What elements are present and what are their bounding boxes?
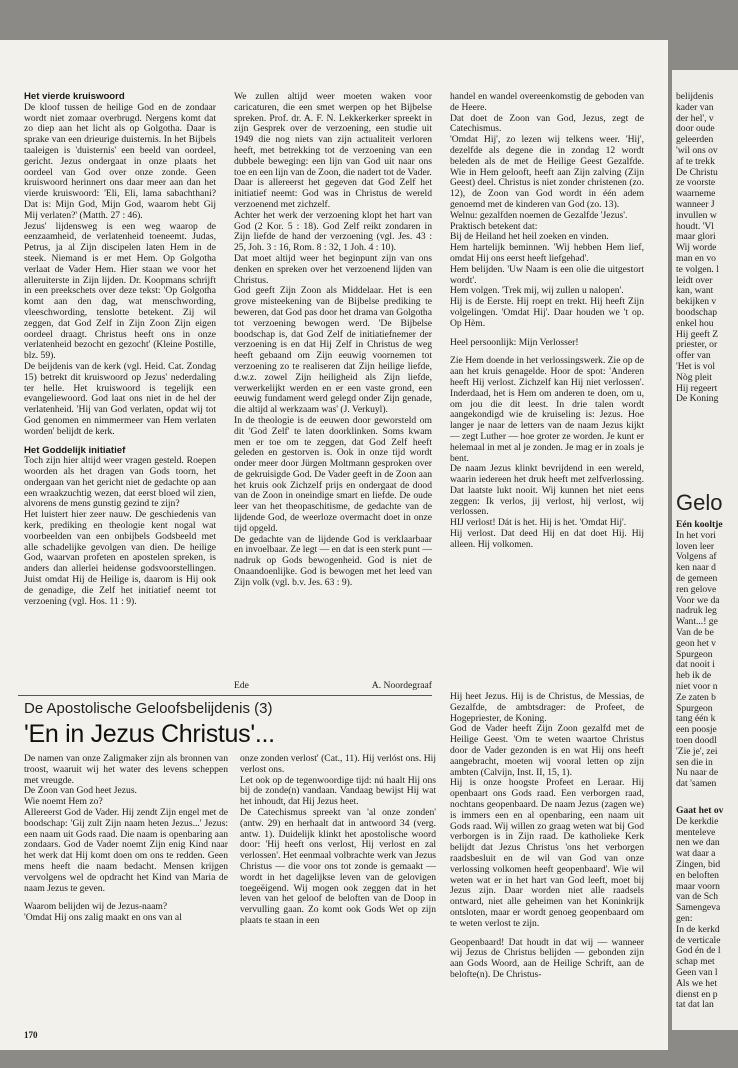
article2-column-3 [450,692,644,981]
line: der hel', v [676,112,714,124]
line: ze voorste [676,177,716,189]
paragraph: Zie Hem doende in het verlossingswerk. Zie op de aan het kruis genagelde. Hoor de spot: 'Anderen heeft Hij verlost. Zichzelf kan Hij niet verlossen'. Inderdaad, het is Hem om anderen te doen, om u, om jou die dit leest. In drie talen wordt aangekondigd wie de kruiseling is: Jezus. Hoe langer je naar de letters van de naam Jezus kijkt — zegt Luther — hoe groter ze worden. Je kunt er helemaal in met al je zonden. Je mag er in zoals je bent. [450,355,644,464]
article2-column-1 [24,754,228,924]
line: boodschap [676,306,718,318]
line: God én de l [676,945,721,957]
line: 'Het is vol [676,360,716,372]
line: 'Zie je', zei [676,745,718,757]
paragraph: Dat doet de Zoon van God, Jezus, zegt de Catechismus. [450,112,644,135]
next-page-lines-top [676,92,738,405]
article1-column-1 [24,92,216,607]
paragraph: Bij de Heiland het heil zoeken en vinden. [450,231,609,243]
paragraph: Wie noemt Hem zo? [24,796,103,808]
line: sen die in [676,756,713,768]
line: loven leer [676,540,715,552]
page-number: 170 [24,1030,38,1040]
line: menteleve [676,826,716,838]
line: 'wil ons ov [676,144,718,156]
paragraph: handel en wandel overeenkomstig de geboden van de Heere. [450,91,644,113]
paragraph: Hij is de Eerste. Hij roept en trekt. Hij heeft Zijn volgelingen. 'Omdat Hij'. Daar houden we 't op. Op Hèm. [450,296,644,329]
line: ken naar d [676,562,716,574]
line: wanneer J [676,198,715,210]
paragraph: De naam Jezus klinkt bevrijdend in een wereld, waarin iedereen het druk heeft met zelfverlossing. Dat laatste lukt nooit. Wij kunnen het niet eens zeggen: Ik verlos, jij verlost, hij verlost, wij verlossen. [450,463,644,518]
line: tang één k [676,713,716,725]
line: Samengeva [676,902,721,914]
next-page-fragment [672,70,738,1030]
line: nen we dan [676,837,720,849]
paragraph: De Zoon van God heet Jezus. [24,785,137,797]
signature-author: A. Noordegraaf [371,680,432,691]
paragraph: Geopenbaard! Dat houdt in dat wij — wanneer wij Jezus de Christus belijden — gebonden zijn aan Gods Woord, aan de Heilige Schrift, aan de belofte(n). De Christus- [450,936,644,980]
line: In het vori [676,529,716,541]
line: offer van [676,350,711,362]
line: houdt. 'Vl [676,220,714,232]
line: wat daar a [676,848,716,860]
line: tat dat lan [676,999,714,1011]
line: geleerden [676,134,714,146]
article-headline: 'En in Jezus Christus'... [24,720,275,748]
paragraph: Waarom belijden wij de Jezus-naam? [24,901,168,913]
line: dat 'samen [676,778,717,790]
paragraph: Jezus' lijdensweg is een weg waarop de eenzaamheid, de verlatenheid toeneemt. Judas, Petrus, ja al Zijn discipelen laten Hem in de steek. Niemand is er met Hem. Op Golgotha verlaat de Vader Hem. Hier staan we voor het alleruiterste in Zijn lijden. Dr. Koopmans schrijft in een preekschets over deze tekst: 'Op Golgotha komt aan den dag, wat menschwording, vleeschwording, tenslotte betekent. Zij wil zeggen, dat God Zelf in Zijn Zoon Zijn eigen oordeel draagt. Christus heeft ons in onze verlatenheid bezocht en gezocht' (Kleine Postille, blz. 59). [24,220,216,362]
divider-rule [18,695,432,696]
line: man en vo [676,252,716,264]
article-column-3 [450,92,644,551]
line: Eén kooltje [676,519,723,530]
signature-place: Ede [234,680,249,691]
line: invullen w [676,209,717,221]
line: De Koning [676,393,719,405]
line: Hij regeert [676,382,718,394]
next-page-headline: Gelo [676,490,723,515]
line: Hij geeft Z [676,328,719,340]
paragraph: We zullen altijd weer moeten waken voor caricaturen, die een smet werpen op het Bijbelse spreken. Prof. dr. A. F. N. Lekkerkerker spreekt in zijn Gesprek over de verzoening, een studie uit 1949 die nog niets van zijn actualiteit verloren heeft, met betrekking tot de verzoening van een dubbele beweging: een lijn van God uit naar ons toe en een lijn van de Zoon, die nadert tot de Vader. [234,91,432,178]
article1-signature [234,680,432,691]
line: af te trekk [676,155,715,167]
line: gen: [676,912,693,924]
subheading-redeemer: Heel persoonlijk: Mijn Verlosser! [450,336,579,348]
magazine-page [0,40,668,1050]
section-heading-fourth-word: Het vierde kruiswoord [24,91,125,102]
line: maar voorn [676,880,720,892]
paragraph: Let ook op de tegenwoordige tijd: nú haalt Hij ons bij de zonde(n) vandaan. Vandaag bewijst Hij wat het inhoudt, dat Hij Jezus heet. [240,774,436,808]
line: enkel hou [676,317,714,329]
paragraph: God de Vader heeft Zijn Zoon gezalfd met de Heilige Geest. 'Om te weten waartoe Christus door de Vader gezonden is en wat Hij ons heeft aangebracht, moeten wij vooral letten op zijn ambten (Calvijn, Inst. II, 15, 1). [450,723,644,778]
paragraph: 'Omdat Hij ons zalig maakt en ons van al [24,912,182,924]
line: niet voor n [676,680,718,692]
line: leidt over [676,274,713,286]
paragraph: De kloof tussen de heilige God en de zondaar wordt niet zomaar overbrugd. Nergens komt dat zo diep aan het licht als op Golgotha. Daar is sprake van een drieurige duisternis. In het Bijbels taaleigen is 'duisternis' een beeld van oordeel, gericht. Jezus ondergaat in onze plaats het oordeel van God over onze zonde. Geen kruiswoord herinnert ons daar meer aan dan het vierde kruiswoord: 'Eli, Eli, lama sabachthani? Dat is: Mijn God, Mijn God, waarom hebt Gij Mij verlaten?' (Matth. 27 : 46). [24,101,216,221]
line: toen doodl [676,734,717,746]
line: belijdenis [676,91,714,102]
paragraph: Toch zijn hier altijd weer vragen gesteld. Roepen woorden als het dragen van Gods toorn, het ondergaan van het gericht niet de gedachte op aan een wraakzuchtig wezen, dat eerst bloed wil zien, alvorens de mens gunstig gezind te zijn? [24,455,216,510]
line: schap met [676,956,715,968]
paragraph: De Catechismus spreekt van 'al onze zonden' (antw. 29) en herhaalt dat in antwoord 34 (verg. antw. 1). Duidelijk klinkt het apostolische woord door: 'Hij heeft ons verlost, Hij verlost en zal verlossen'. Het eenmaal volbrachte werk van Jezus Christus — die voor ons tot zonde is gemaakt — wordt in het dagelijkse leven van de gelovigen toegeëigend. Wij mogen ook zeggen dat in het leven van het geloof de beloften van de Doop in vervulling gaan. Zo komt ook Gods Wet op zijn plaats te staan in een [240,806,436,926]
line: een poosje [676,724,717,736]
line: de gemeen [676,572,718,584]
line: ren gelove [676,583,717,595]
next-page-lines-bottom [676,520,738,790]
line: Van de be [676,626,714,638]
line: De Christu [676,166,718,178]
paragraph: De beijdenis van de kerk (vgl. Heid. Cat. Zondag 15) betrekt dit kruiswoord op Jezus' nederdaling ter helle. Het kruiswoord is tegelijk een evangeliewoord. God laat ons niet in de hel der verlatenheid. 'Hij van God verlaten, opdat wij tot God genomen en nimmermeer van Hem verlaten worden' belijdt de kerk. [24,360,216,437]
section-heading-divine-initiative: Het Goddelijk initiatief [24,444,126,456]
line: en beloften [676,869,719,881]
line: Gaat het ov [676,805,724,816]
paragraph: Daar is allereerst het gegeven dat God Zelf het initiatief neemt: God was in Christus de wereld verzoenend met zichzelf. [234,177,432,210]
line: Als we het [676,977,718,989]
paragraph: Hij heet Jezus. Hij is de Christus, de Messias, de Gezalfde, de ambtsdrager: de Profeet, de Hogepriester, de Koning. [450,691,644,724]
line: Want...! ge [676,616,718,628]
paragraph: onze zonden verlost' (Cat., 11). Hij verlóst ons. Hij verlost ons. [240,753,436,775]
line: Spurgeon [676,648,713,660]
line: Spurgeon [676,702,713,714]
line: In de kerkd [676,923,720,935]
line: Nòg pleit [676,371,712,383]
line: Wij worde [676,242,717,254]
paragraph: 'Omdat Hij', zo lezen wij telkens weer. 'Hij', dezelfde als degene die in zondag 12 wordt beleden als de met de Heilige Geest Gezalfde. Wie in Hem gelooft, heeft aan Zijn zalving (Zijn Geest) deel. Christus is niet zonder christenen (zo. 12), de Zoon van God wordt in één adem genoemd met de kinderen van God (zo. 13). [450,134,644,210]
paragraph: In de theologie is de eeuwen door geworsteld om dit 'God Zelf' te laten doorklinken. Soms kwam men er toe om te zeggen, dat God Zelf heeft geleden en gestorven is. Ook in onze tijd wordt onder meer door Jürgen Moltmann gesproken over de gekruisigde God. De Vader geeft in de Zoon aan het kruis ook Zichzelf prijs en ondergaat de dood van de Zoon in oneindige smart en liefde. De oude leer van het theopaschitisme, de gedachte van de lijdende God, de weerloze overmacht doet in onze tijd opgeld. [234,414,432,534]
line: dat nooit i [676,659,715,671]
paragraph: De namen van onze Zaligmaker zijn als bronnen van troost, waaruit wij het water des levens scheppen met vreugde. [24,753,228,786]
line: kader van [676,101,714,113]
line: bekijken v [676,296,717,308]
line: door oude [676,123,715,135]
paragraph: Allereerst God de Vader. Hij zendt Zijn engel met de boodschap: 'Gij zult Zijn naam heten Jezus...' Jezus: een naam uit Gods raad. Die naam is openbaring aan zondaars. God de Vader noemt Zijn enig Kind naar het werk dat Hij komt doen om ons te redden. Geen mens heeft die naam bedacht. Mensen krijgen vervolgens wel de opdracht het Kind van Maria de naam Jezus te geven. [24,806,228,894]
line: maar glori [676,231,716,243]
paragraph: Hem volgen. 'Trek mij, wij zullen u nalopen'. [450,285,624,297]
paragraph: Hij verlost. Dat deed Hij en dat doet Hij. Hij alleen. Hij volkomen. [450,528,644,550]
line: te volgen. l [676,263,719,275]
paragraph: God geeft Zijn Zoon als Middelaar. Het is een grove misteekening van de Bijbelse prediking te beweren, dat God pas door het drama van Golgotha tot verzoening bewogen werd. 'De Bijbelse boodschap is, dat God Zelf de initiatiefnemer der verzoening is en dat Hij Zelf in Christus de weg heeft gebaand om Zijn eeuwig voornemen tot verzoening zo te realiseren dat Zijn heilige liefde, d.w.z. zowel Zijn heiligheid als Zijn liefde, verwerkelijkt werden en er een vaste grond, een eeuwig fundament werd gelegd onder Zijn genade, die altijd al werkzaam was' (J. Verkuyl). [234,285,432,416]
paragraph: Praktisch betekent dat: [450,220,538,232]
article2-column-2 [240,754,436,927]
paragraph: Hem belijden. 'Uw Naam is een olie die uitgestort wordt'. [450,263,644,286]
line: nadruk leg [676,605,717,617]
line: Volgens af [676,551,717,563]
line: van de Sch [676,891,719,903]
series-title: De Apostolische Geloofsbelijdenis (3) [24,700,273,717]
line: Ze zaten b [676,691,716,703]
paragraph: HIJ verlost! Dát is het. Hij is het. 'Omdat Hij'. [450,517,627,529]
line: priester, or [676,339,718,351]
paragraph: Hij is onze hoogste Profeet en Leraar. Hij openbaart ons Gods raad. Een verborgen raad, nochtans geopenbaard. De naam Jezus (zagen we) is immers een en al openbaring, een naam uit Gods raad. Wij willen zo graag weten wat bij God verborgen is in Zijn raad. De katholieke Kerk belijdt dat Jezus Christus 'ons het verborgen raadsbesluit en de wil van God van onze verlossing volkomen heeft geopenbaard'. Wie wil weten wat er in het hart van God leeft, moet bij Jezus zijn. Daar worden niet alle raadsels ontward, niet alle geheimen van het Koninkrijk ontsloten, maar er wordt genoeg geopenbaard om te weten verlost te zijn. [450,777,644,929]
paragraph: Achter het werk der verzoening klopt het hart van God (2 Kor. 5 : 18). God Zelf reikt zondaren in Zijn liefde de hand der verzoening (vgl. Jes. 43 : 25, Joh. 3 : 16, Rom. 8 : 32, 1 Joh. 4 : 10). [234,209,432,254]
line: kan, want [676,285,714,297]
line: dienst en p [676,988,718,1000]
line: waarneme [676,188,716,200]
paragraph: De gedachte van de lijdende God is verklaarbaar en invoelbaar. Ze legt — en dat is een sterk punt — nadruk op Gods bewogenheid. God is niet de Onaandoenlijke. God is bewogen met het leed van Zijn volk (vgl. b.v. Jes. 63 : 9). [234,533,432,588]
line: Geen van l [676,966,718,978]
line: De kerkdie [676,815,719,827]
next-page-lines-bottom-2 [676,806,738,1011]
line: geon het v [676,637,716,649]
line: heb ik de [676,670,712,682]
paragraph: Hem hartelijk beminnen. 'Wij hebben Hem lief, omdat Hij ons eerst heeft liefgehad'. [450,242,644,264]
paragraph: Welnu: gezalfden noemen de Gezalfde 'Jezus'. [450,209,628,221]
article1-column-2 [234,92,432,589]
paragraph: Dat moet altijd weer het beginpunt zijn van ons denken en spreken over het verzoenend lijden van Christus. [234,252,432,286]
line: de verticale [676,934,721,946]
line: Zingen, bid [676,858,721,870]
line: Nu naar de [676,767,719,779]
paragraph: Het luistert hier zeer nauw. De geschiedenis van kerk, prediking en theologie kent nogal wat voorbeelden van een onbijbels Godsbeeld met alle schadelijke gevolgen van dien. De heilige God, waarvan profeten en apostelen spreken, is anders dan allerlei heidense godsvoorstellingen. Juist omdat Hij de Heilige is, daarom is Hij ook de genadige, die Zelf het initiatief neemt tot verzoening (vgl. Hos. 11 : 9). [24,509,216,607]
line: Voor we da [676,594,720,606]
